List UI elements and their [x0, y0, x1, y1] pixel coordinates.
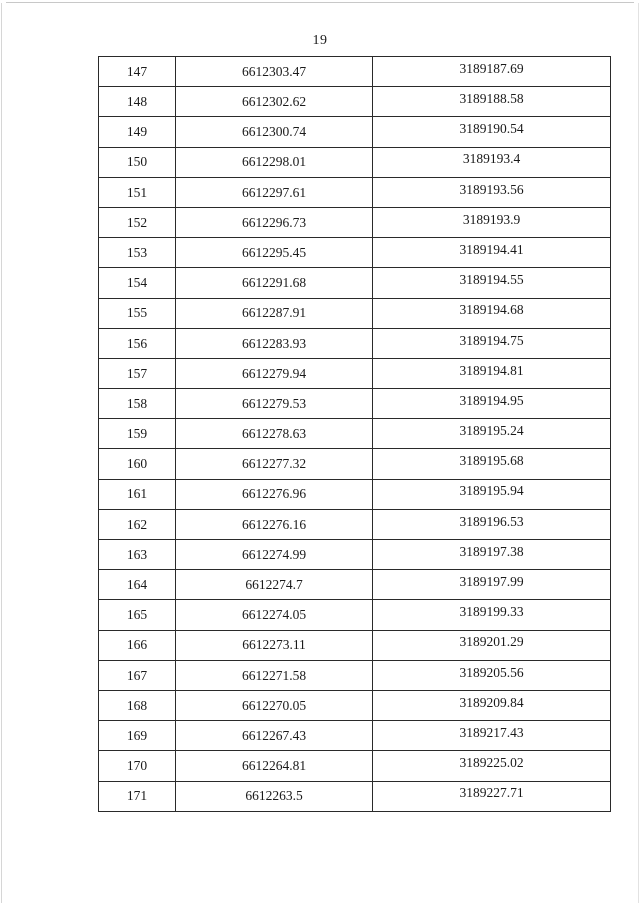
y-coordinate-cell — [373, 660, 611, 690]
y-coordinate-cell — [373, 690, 611, 720]
table-row — [99, 721, 611, 751]
page-number: 19 — [312, 33, 328, 48]
point-number-cell: 161 — [99, 479, 176, 509]
point-number-cell: 164 — [99, 570, 176, 600]
y-coordinate-value: 3189188.58 — [459, 91, 524, 107]
x-coordinate-cell: 6612300.74 — [176, 117, 373, 147]
point-number-cell: 166 — [99, 630, 176, 660]
y-coordinate-value: 3189205.56 — [459, 664, 524, 680]
y-coordinate-cell — [373, 268, 611, 298]
y-coordinate-value: 3189199.33 — [459, 604, 524, 620]
y-coordinate-value: 3189193.4 — [462, 151, 521, 167]
table-row — [99, 117, 611, 147]
point-number-cell: 149 — [99, 117, 176, 147]
y-coordinate-cell — [373, 358, 611, 388]
point-number-cell: 170 — [99, 751, 176, 781]
y-coordinate-cell — [373, 600, 611, 630]
x-coordinate-cell: 6612297.61 — [176, 177, 373, 207]
y-coordinate-cell — [373, 449, 611, 479]
point-number-cell: 156 — [99, 328, 176, 358]
y-coordinate-cell — [373, 509, 611, 539]
y-coordinate-value: 3189225.02 — [459, 755, 524, 771]
y-coordinate-cell — [373, 117, 611, 147]
point-number-cell: 155 — [99, 298, 176, 328]
x-coordinate-cell: 6612278.63 — [176, 419, 373, 449]
x-coordinate-cell: 6612274.99 — [176, 540, 373, 570]
point-number-cell: 168 — [99, 690, 176, 720]
x-coordinate-cell: 6612279.53 — [176, 389, 373, 419]
x-coordinate-cell: 6612287.91 — [176, 298, 373, 328]
table-row — [99, 509, 611, 539]
y-coordinate-value: 3189209.84 — [459, 694, 524, 710]
x-coordinate-cell: 6612264.81 — [176, 751, 373, 781]
table-row — [99, 479, 611, 509]
y-coordinate-value: 3189227.71 — [459, 785, 524, 801]
y-coordinate-cell — [373, 389, 611, 419]
table-row — [99, 630, 611, 660]
x-coordinate-cell: 6612273.11 — [176, 630, 373, 660]
point-number-cell: 147 — [99, 57, 176, 87]
y-coordinate-value: 3189194.95 — [459, 392, 524, 408]
table-row — [99, 147, 611, 177]
y-coordinate-value: 3189195.94 — [459, 483, 524, 499]
table-row — [99, 781, 611, 811]
x-coordinate-cell: 6612267.43 — [176, 721, 373, 751]
y-coordinate-cell — [373, 540, 611, 570]
point-number-cell: 165 — [99, 600, 176, 630]
table-row — [99, 449, 611, 479]
y-coordinate-value: 3189193.9 — [462, 211, 521, 227]
table-row — [99, 207, 611, 237]
y-coordinate-cell — [373, 298, 611, 328]
table-row — [99, 660, 611, 690]
x-coordinate-cell: 6612271.58 — [176, 660, 373, 690]
table-row — [99, 177, 611, 207]
x-coordinate-cell: 6612276.16 — [176, 509, 373, 539]
point-number-cell: 158 — [99, 389, 176, 419]
point-number-cell: 159 — [99, 419, 176, 449]
x-coordinate-cell: 6612291.68 — [176, 268, 373, 298]
x-coordinate-cell: 6612274.05 — [176, 600, 373, 630]
x-coordinate-cell: 6612283.93 — [176, 328, 373, 358]
table-row — [99, 328, 611, 358]
coordinates-table-body — [99, 57, 611, 812]
point-number-cell: 152 — [99, 207, 176, 237]
x-coordinate-cell: 6612279.94 — [176, 358, 373, 388]
point-number-cell: 153 — [99, 238, 176, 268]
point-number-cell: 169 — [99, 721, 176, 751]
table-row — [99, 600, 611, 630]
table-row — [99, 690, 611, 720]
y-coordinate-value: 3189197.38 — [459, 543, 524, 559]
x-coordinate-cell: 6612274.7 — [176, 570, 373, 600]
y-coordinate-value: 3189197.99 — [459, 574, 524, 590]
coordinates-table — [98, 56, 611, 812]
x-coordinate-cell: 6612270.05 — [176, 690, 373, 720]
point-number-cell: 151 — [99, 177, 176, 207]
y-coordinate-value: 3189195.24 — [459, 423, 524, 439]
y-coordinate-value: 3189193.56 — [459, 181, 524, 197]
table-row — [99, 540, 611, 570]
y-coordinate-value: 3189194.81 — [459, 362, 524, 378]
table-row — [99, 358, 611, 388]
table-row — [99, 751, 611, 781]
y-coordinate-cell — [373, 751, 611, 781]
y-coordinate-cell — [373, 570, 611, 600]
table-row — [99, 389, 611, 419]
y-coordinate-cell — [373, 177, 611, 207]
scan-edge-top — [6, 2, 634, 3]
point-number-cell: 167 — [99, 660, 176, 690]
y-coordinate-value: 3189194.68 — [459, 302, 524, 318]
table-row — [99, 57, 611, 87]
y-coordinate-value: 3189195.68 — [459, 453, 524, 469]
point-number-cell: 171 — [99, 781, 176, 811]
table-row — [99, 238, 611, 268]
y-coordinate-value: 3189194.41 — [459, 241, 524, 257]
x-coordinate-cell: 6612263.5 — [176, 781, 373, 811]
table-row — [99, 87, 611, 117]
y-coordinate-cell — [373, 419, 611, 449]
y-coordinate-cell — [373, 479, 611, 509]
x-coordinate-cell: 6612276.96 — [176, 479, 373, 509]
y-coordinate-cell — [373, 207, 611, 237]
y-coordinate-cell — [373, 328, 611, 358]
x-coordinate-cell: 6612298.01 — [176, 147, 373, 177]
y-coordinate-value: 3189196.53 — [459, 513, 524, 529]
table-row — [99, 419, 611, 449]
point-number-cell: 163 — [99, 540, 176, 570]
point-number-cell: 157 — [99, 358, 176, 388]
table-row — [99, 268, 611, 298]
y-coordinate-cell — [373, 781, 611, 811]
x-coordinate-cell: 6612303.47 — [176, 57, 373, 87]
point-number-cell: 162 — [99, 509, 176, 539]
y-coordinate-cell — [373, 57, 611, 87]
y-coordinate-value: 3189194.55 — [459, 272, 524, 288]
x-coordinate-cell: 6612296.73 — [176, 207, 373, 237]
table-row — [99, 570, 611, 600]
y-coordinate-value: 3189187.69 — [459, 60, 524, 76]
point-number-cell: 154 — [99, 268, 176, 298]
y-coordinate-cell — [373, 721, 611, 751]
y-coordinate-value: 3189201.29 — [459, 634, 524, 650]
scan-edge-left — [1, 3, 2, 903]
point-number-cell: 150 — [99, 147, 176, 177]
point-number-cell: 148 — [99, 87, 176, 117]
y-coordinate-value: 3189190.54 — [459, 121, 524, 137]
y-coordinate-cell — [373, 630, 611, 660]
x-coordinate-cell: 6612277.32 — [176, 449, 373, 479]
y-coordinate-value: 3189217.43 — [459, 724, 524, 740]
y-coordinate-value: 3189194.75 — [459, 332, 524, 348]
x-coordinate-cell: 6612295.45 — [176, 238, 373, 268]
table-row — [99, 298, 611, 328]
scan-edge-right — [638, 3, 639, 903]
point-number-cell: 160 — [99, 449, 176, 479]
y-coordinate-cell — [373, 238, 611, 268]
y-coordinate-cell — [373, 147, 611, 177]
x-coordinate-cell: 6612302.62 — [176, 87, 373, 117]
y-coordinate-cell — [373, 87, 611, 117]
